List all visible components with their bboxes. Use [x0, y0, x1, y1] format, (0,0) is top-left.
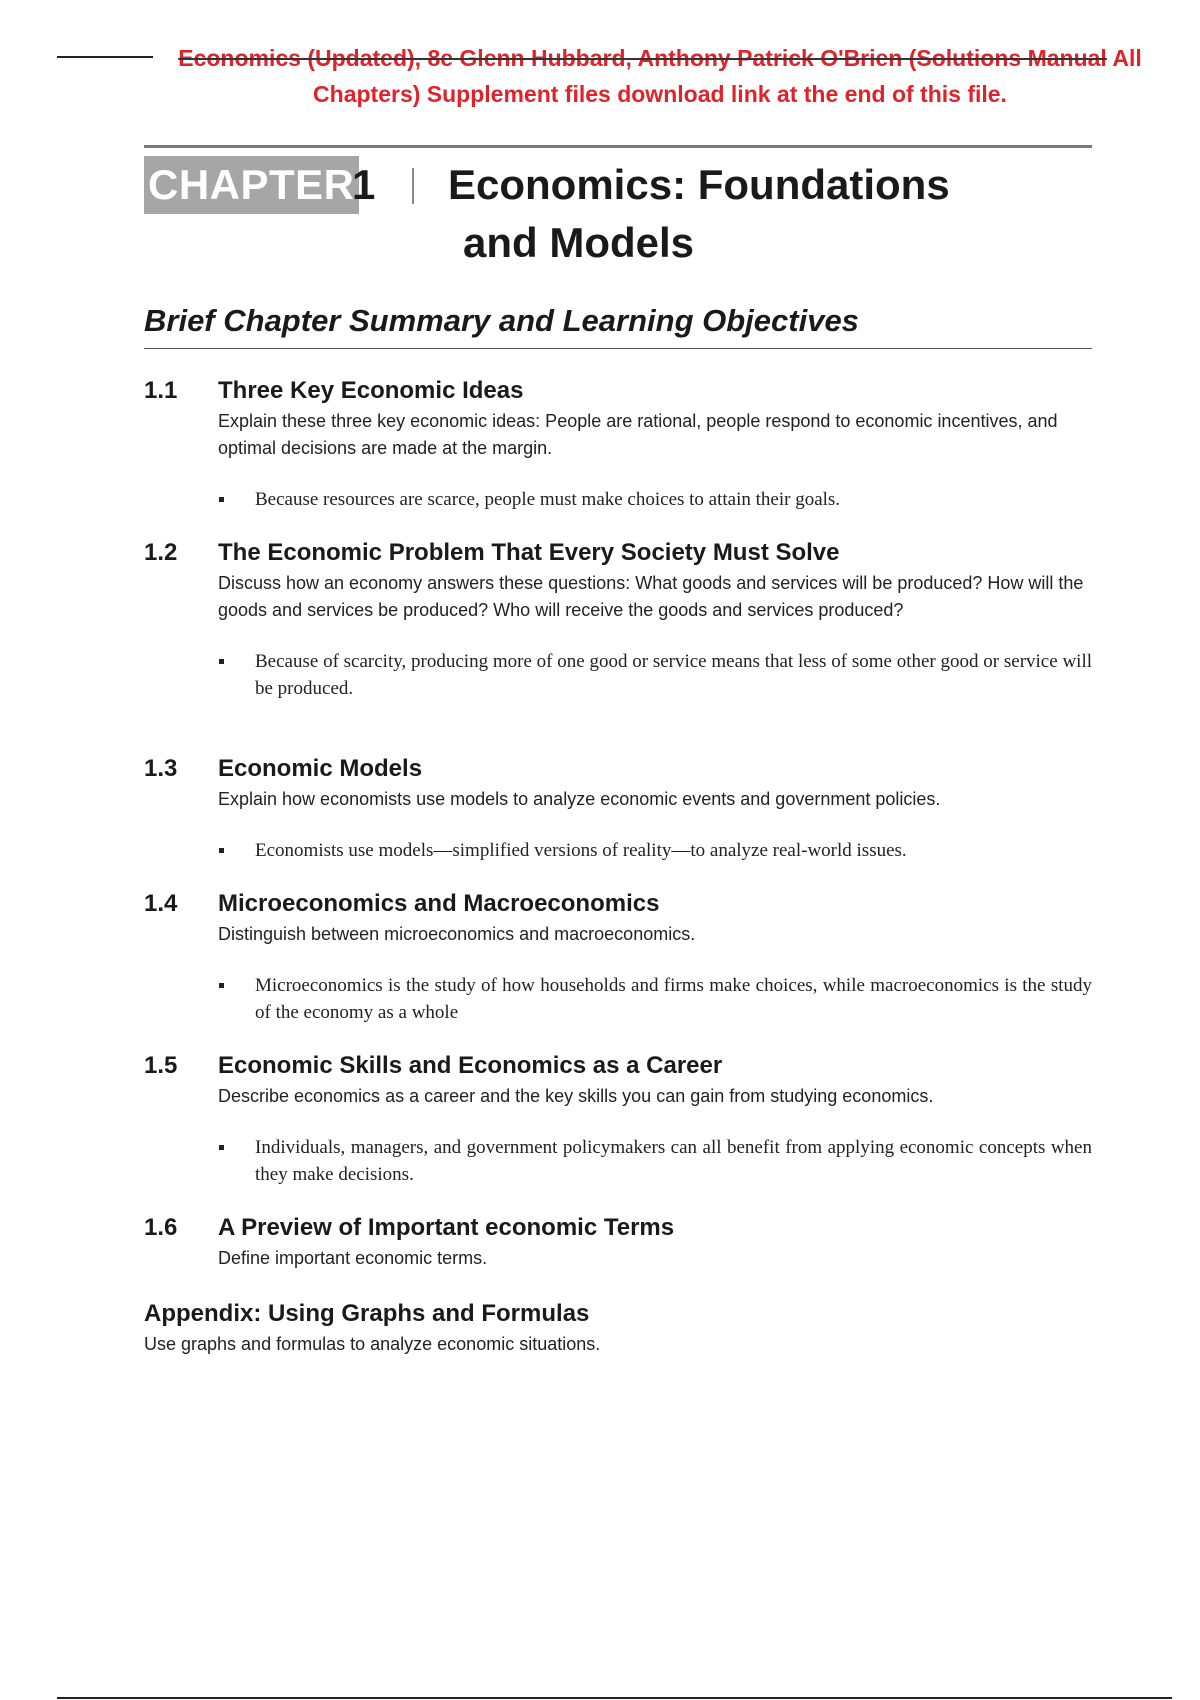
objective-description: Explain these three key economic ideas: People are rational, people respond to economic incentives, and optimal decisions are made at the margin. — [218, 411, 1058, 458]
chapter-title-line1: Economics: Foundations — [448, 161, 950, 208]
objective-title: A Preview of Important economic Terms — [218, 1214, 675, 1241]
objective-description: Describe economics as a career and the key skills you can gain from studying economics. — [218, 1086, 934, 1106]
objective-description: Explain how economists use models to analyze economic events and government policies. — [218, 789, 941, 809]
objective-description: Discuss how an economy answers these questions: What goods and services will be produced? How will the goods and services be produced? Who will receive the goods and services produced? — [218, 573, 1084, 620]
chapter-title-line2: and Models — [463, 219, 695, 266]
chapter-header — [144, 156, 1092, 276]
summary-heading: Brief Chapter Summary and Learning Objectives — [144, 303, 859, 338]
objective-number: 1.1 — [144, 377, 178, 404]
bottom-rule — [57, 1697, 1172, 1699]
objective-title: Economic Skills and Economics as a Career — [218, 1052, 723, 1079]
objective-number: 1.4 — [144, 890, 178, 917]
objective-bullet: Because of scarcity, producing more of one good or service means that less of some other good or service will be produced. — [218, 648, 1092, 702]
objective-number: 1.6 — [144, 1214, 178, 1241]
chapter-title — [448, 156, 1048, 272]
top-rule — [57, 56, 153, 58]
objective-bullet: Microeconomics is the study of how households and firms make choices, while macroeconomics is the study of the economy as a whole — [218, 972, 1092, 1026]
objective-title: Microeconomics and Macroeconomics — [218, 890, 660, 917]
appendix-description: Use graphs and formulas to analyze economic situations. — [144, 1334, 601, 1354]
download-banner[interactable] — [140, 40, 1180, 112]
appendix-section — [144, 1297, 1092, 1358]
objective-bullet: Because resources are scarce, people must make choices to attain their goals. — [218, 486, 1092, 513]
objective-title: The Economic Problem That Every Society Must Solve — [218, 539, 840, 566]
banner-line1: Economics (Updated), 8e Glenn Hubbard, Anthony Patrick O'Brien (Solutions Manual — [178, 45, 1107, 71]
chapter-separator — [412, 168, 414, 204]
chapter-top-rule — [144, 145, 1092, 148]
objective-bullet: Economists use models—simplified versions of reality—to analyze real-world issues. — [218, 837, 1092, 864]
objective-description: Define important economic terms. — [218, 1248, 488, 1268]
banner-line2: Chapters) Supplement files download link at the end of this file. — [313, 81, 1007, 107]
summary-rule — [144, 348, 1092, 349]
chapter-tag: CHAPTER — [144, 156, 359, 214]
objective-number: 1.2 — [144, 539, 178, 566]
banner-line1-tail: All — [1106, 45, 1142, 71]
objective-description: Distinguish between microeconomics and macroeconomics. — [218, 924, 696, 944]
objective-title: Three Key Economic Ideas — [218, 377, 524, 404]
objective-bullet: Individuals, managers, and government policymakers can all benefit from applying economic concepts when they make decisions. — [218, 1134, 1092, 1188]
objective-number: 1.3 — [144, 755, 178, 782]
chapter-number: 1 — [352, 161, 376, 208]
objective-title: Economic Models — [218, 755, 423, 782]
objective-number: 1.5 — [144, 1052, 178, 1079]
appendix-title: Appendix: Using Graphs and Formulas — [144, 1300, 590, 1327]
